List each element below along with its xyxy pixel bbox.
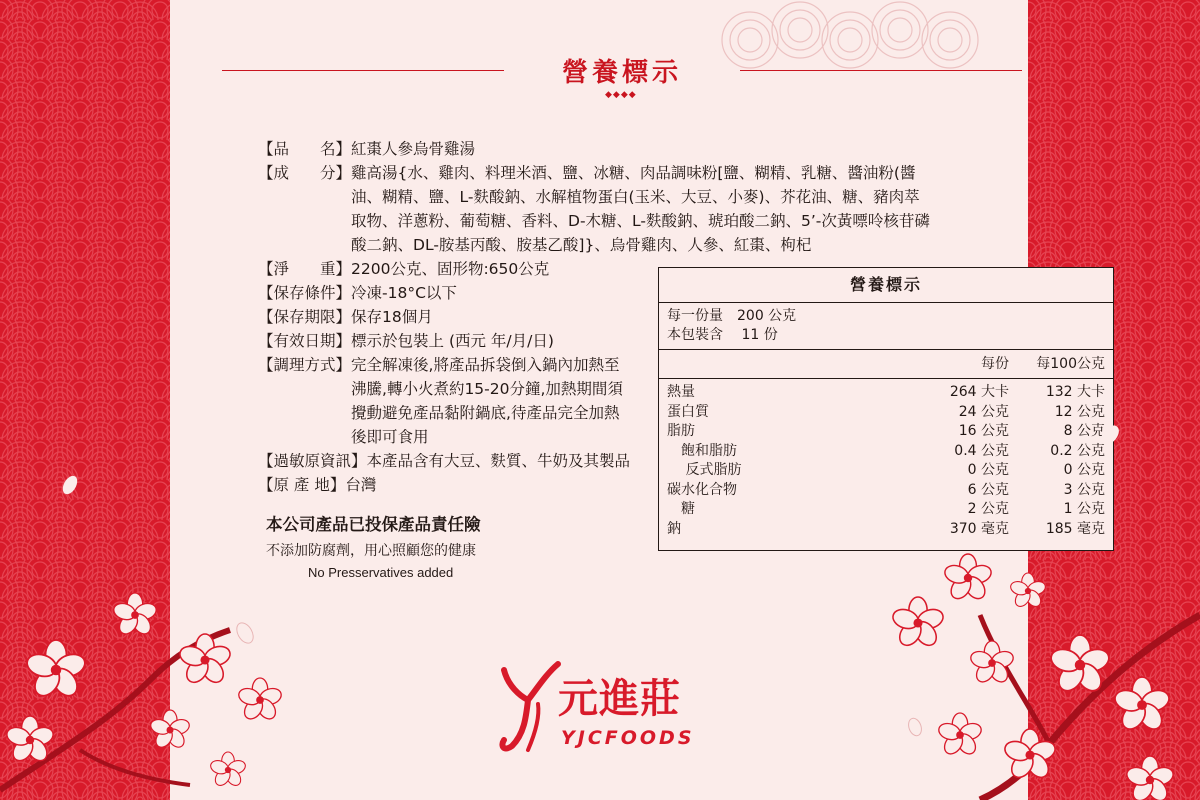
nutrient-name: 脂肪	[667, 423, 695, 439]
nutrition-row	[667, 500, 1105, 520]
info-value: 標示於包裝上 (西元 年/月/日)	[351, 332, 554, 350]
nutrient-name: 熱量	[667, 384, 695, 400]
nutrient-name: 反式脂肪	[667, 462, 742, 478]
per-100g: 185 毫克	[1045, 520, 1105, 537]
info-label: 【成 分】	[258, 164, 352, 182]
page-title: 營養標示	[561, 58, 682, 88]
per-100g: 8 公克	[1063, 423, 1105, 439]
petal-icon	[900, 712, 930, 742]
nutrient-name: 糖	[667, 501, 695, 517]
info-value: 雞高湯{水、雞肉、料理米酒、鹽、冰糖、肉品調味粉[鹽、糊精、乳糖、醬油粉(醬油、糊精、鹽、L-麩酸鈉、水解植物蛋白(玉米、大豆、小麥)、芥花油、糖、豬肉萃取物、洋蔥粉、葡萄糖、香料、D-木糖、L-麩酸鈉、琥珀酸二鈉、5’-次黃嘌呤核苷磷酸二鈉、DL-胺基丙酸、胺基乙酸]}、烏骨雞肉、人參、紅棗、枸杞	[351, 164, 930, 254]
info-value: 完全解凍後,將產品拆袋倒入鍋內加熱至沸騰,轉小火煮約15-20分鐘,加熱期間須攪動避免產品黏附鍋底,待產品完全加熱後即可食用	[351, 356, 623, 446]
nutrition-row	[667, 403, 1105, 423]
info-value: 冷凍-18°C以下	[351, 284, 457, 302]
no-preservatives-cn: 不添加防腐劑，用心照顧您的健康	[266, 543, 476, 559]
info-label: 【保存期限】	[258, 308, 352, 326]
info-value: 2200公克、固形物:650公克	[351, 260, 550, 278]
per-serving: 264 大卡	[949, 384, 1009, 400]
nutrition-rows	[659, 379, 1113, 539]
col-per-serving: 每份	[981, 356, 1009, 372]
header	[222, 48, 1022, 98]
brand-logo-icon	[498, 656, 562, 756]
info-row-name	[258, 137, 933, 161]
servings-per-pack: 本包裝含 11 份	[667, 327, 778, 343]
info-label: 【品 名】	[258, 140, 352, 158]
per-100g: 1 公克	[1063, 501, 1105, 517]
nutrition-row	[667, 422, 1105, 442]
per-serving: 0 公克	[967, 462, 1009, 478]
petal-icon	[1095, 420, 1125, 450]
nutrition-row	[667, 442, 1105, 462]
serving-size: 每一份量 200 公克	[667, 308, 797, 324]
cherry-blossom-right-icon	[880, 555, 1200, 800]
info-label: 【有效日期】	[258, 332, 352, 350]
per-100g: 0 公克	[1063, 462, 1105, 478]
insurance-notice: 本公司產品已投保產品責任險	[266, 515, 481, 534]
nutrient-name: 碳水化合物	[667, 481, 737, 498]
per-100g: 132 大卡	[1045, 384, 1105, 400]
nutrition-title: 營養標示	[659, 268, 1113, 303]
info-value: 紅棗人參烏骨雞湯	[351, 140, 476, 158]
info-label: 【調理方式】	[258, 356, 352, 374]
per-serving: 2 公克	[967, 501, 1009, 517]
per-100g: 12 公克	[1054, 403, 1105, 420]
info-value: 本產品含有大豆、麩質、牛奶及其製品	[366, 452, 631, 470]
info-label: 【淨 重】	[258, 260, 352, 278]
info-label: 【過敏原資訊】	[258, 452, 367, 470]
per-serving: 0.4 公克	[954, 442, 1009, 459]
petal-icon	[55, 470, 85, 500]
nutrient-name: 飽和脂肪	[667, 442, 737, 459]
petal-icon	[230, 618, 260, 648]
info-value: 台灣	[345, 476, 377, 494]
per-serving: 370 毫克	[949, 520, 1009, 537]
info-row-ingredients	[258, 161, 933, 257]
title-ornament: ◆◆◆◆	[605, 90, 637, 100]
per-serving: 16 公克	[958, 423, 1009, 439]
per-serving: 24 公克	[958, 403, 1009, 420]
nutrition-row	[667, 461, 1105, 481]
brand-name-en: YJCFOODS	[561, 727, 695, 749]
nutrition-row	[667, 383, 1105, 403]
info-label: 【保存條件】	[258, 284, 352, 302]
nutrition-table	[658, 267, 1114, 551]
nutrition-row	[667, 520, 1105, 540]
nutrient-name: 鈉	[667, 520, 681, 537]
info-value: 保存18個月	[351, 308, 433, 326]
col-per-100g: 每100公克	[1036, 356, 1105, 372]
nutrient-name: 蛋白質	[667, 403, 709, 420]
per-serving: 6 公克	[967, 481, 1009, 498]
nutrition-header	[659, 350, 1113, 379]
brand-name-cn: 元進莊	[558, 676, 681, 722]
per-100g: 0.2 公克	[1050, 442, 1105, 459]
no-preservatives-en: No Presservatives added	[308, 565, 454, 580]
nutrition-row	[667, 481, 1105, 501]
info-label: 【原 產 地】	[258, 476, 346, 494]
serving-info	[659, 303, 1113, 350]
per-100g: 3 公克	[1063, 481, 1105, 498]
